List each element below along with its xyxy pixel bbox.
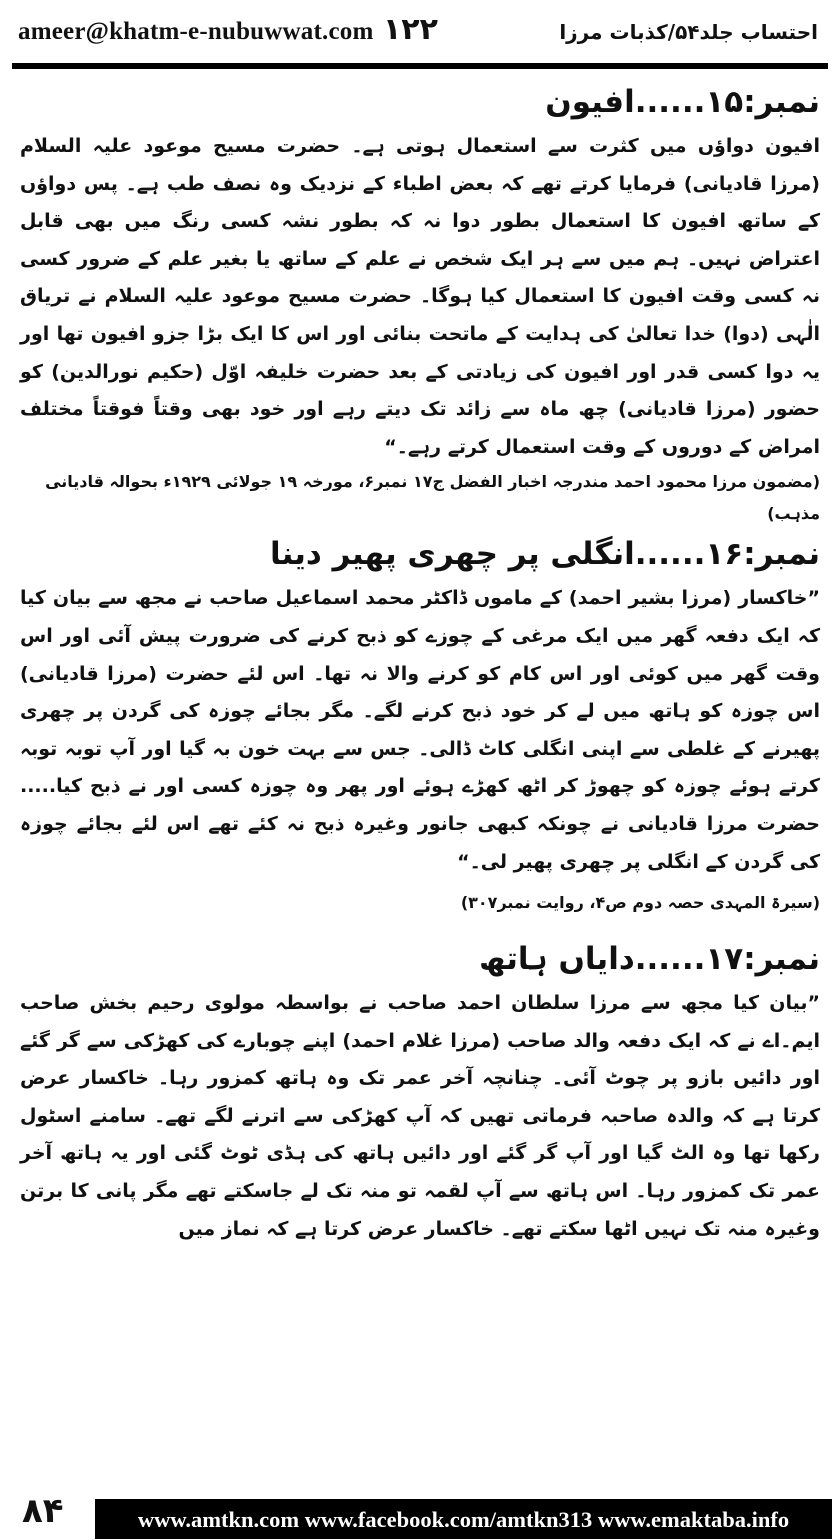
section-reference: (سیرۃ المہدی حصہ دوم ص۴، روایت نمبر۳۰۷)	[460, 893, 820, 913]
page-header	[0, 0, 840, 72]
page-body	[20, 78, 820, 1248]
section-afyun	[20, 80, 820, 530]
footer-page-number: ۸۴	[22, 1491, 64, 1531]
header-divider	[12, 63, 828, 69]
section-paragraph: ”خاکسار (مرزا بشیر احمد) کے ماموں ڈاکٹر محمد اسماعیل صاحب نے مجھ سے بیان کیا کہ ایک دفعہ گھر میں ایک مرغی کے چوزے کو ذبح کرنے کی ضرورت پیش آئی اور اس وقت گھر میں کوئی اور اس کام کو کرنے والا نہ تھا۔ اس لئے حضرت (مرزا قادیانی) اس چوزہ کو ہاتھ میں لے کر خود ذبح کرنے لگے۔ مگر بجائے چوزہ کی گردن پر چھری پھیرنے کے غلطی سے اپنی انگلی کاٹ ڈالی۔ جس سے بہت خون بہ گیا اور آپ توبہ توبہ کرتے ہوئے چوزہ کو چھوڑ کر اٹھ کھڑے ہوئے اور پھر وہ چوزہ کسی اور نے ذبح کیا..... حضرت مرزا قادیانی نے چونکہ کبھی جانور وغیرہ ذبح نہ کئے تھے اس لئے بجائے چوزہ کی گردن کے انگلی پر چھری پھیر لی۔“	[20, 587, 820, 873]
section-title: نمبر:۱۶......انگلی پر چھری پھیر دینا	[269, 536, 820, 573]
section-title: نمبر:۱۷......دایاں ہاتھ	[478, 941, 820, 978]
footer-links[interactable]: www.amtkn.com www.facebook.com/amtkn313 www.emaktaba.info	[137, 1507, 790, 1532]
header-series-title: احتساب جلد۵۴/کذبات مرزا	[559, 20, 818, 44]
section-title: نمبر:۱۵......افیون	[545, 84, 820, 120]
header-email: ameer@khatm-e-nubuwwat.com	[18, 18, 374, 45]
footer-link-bar	[95, 1499, 832, 1539]
section-right-hand	[20, 937, 820, 1248]
header-page-number: ۱۲۲	[383, 12, 438, 47]
section-paragraph: افیون دواؤں میں کثرت سے استعمال ہوتی ہے۔ حضرت مسیح موعود علیہ السلام (مرزا قادیانی) فرمایا کرتے تھے کہ بعض اطباء کے نزدیک وہ نصف طب ہے۔ پس دواؤں کے ساتھ افیون کا استعمال بطور دوا نہ کہ بطور نشہ کسی رنگ میں بھی قابل اعتراض نہیں۔ ہم میں سے ہر ایک شخص نے علم کے ساتھ یا بغیر علم کے ضرور کسی نہ کسی وقت افیون کا استعمال کیا ہوگا۔ حضرت مسیح موعود علیہ السلام نے تریاق الٰہی (دوا) خدا تعالیٰ کی ہدایت کے ماتحت بنائی اور اس کا ایک بڑا جزو افیون تھا اور یہ دوا کسی قدر اور افیون کی زیادتی کے بعد حضرت خلیفہ اوّل (حکیم نورالدین) کو حضور (مرزا قادیانی) چھ ماہ سے زائد تک دیتے رہے اور خود بھی وقتاً فوقتاً مختلف امراض کے دوروں کے وقت استعمال کرتے رہے۔“	[20, 135, 820, 458]
section-paragraph: ”بیان کیا مجھ سے مرزا سلطان احمد صاحب نے بواسطہ مولوی رحیم بخش صاحب ایم۔اے نے کہ ایک دفعہ والد صاحب (مرزا غلام احمد) اپنے چوبارے کی کھڑکی سے گر گئے اور دائیں بازو پر چوٹ آئی۔ چنانچہ آخر عمر تک وہ ہاتھ کمزور رہا۔ خاکسار عرض کرتا ہے کہ والدہ صاحبہ فرماتی تھیں کہ آپ کھڑکی سے اترنے لگے تھے۔ سامنے اسٹول رکھا تھا وہ الٹ گیا اور آپ گر گئے اور دائیں ہاتھ کی ہڈی ٹوٹ گئی اور یہ ہاتھ آخر عمر تک کمزور رہا۔ اس ہاتھ سے آپ لقمہ تو منہ تک لے جاسکتے تھے مگر پانی کا برتن وغیرہ منہ تک نہیں اٹھا سکتے تھے۔ خاکسار عرض کرتا ہے کہ نماز میں	[20, 992, 820, 1240]
section-finger	[20, 532, 820, 919]
page-footer	[0, 1485, 840, 1540]
section-reference: (مضمون مرزا محمود احمد مندرجہ اخبار الفضل ج۱۷ نمبر۶، مورخہ ۱۹ جولائی ۱۹۲۹ء بحوالہ قادیانی مذہب)	[45, 472, 820, 524]
